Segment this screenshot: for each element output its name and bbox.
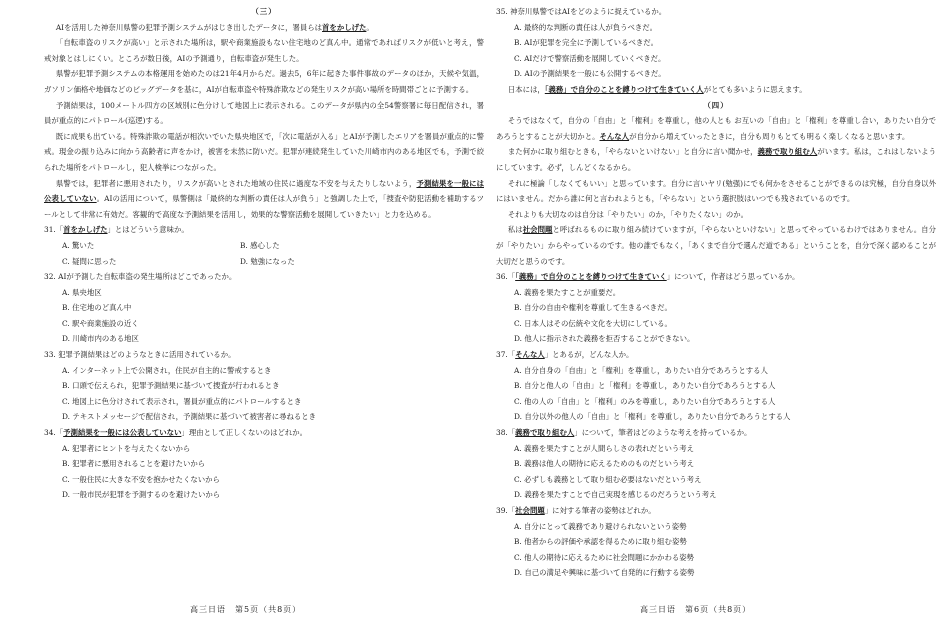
left-page xyxy=(44,4,484,503)
question-33: 33. 犯罪予測結果はどのようなときに活用されているか。 xyxy=(44,350,236,360)
option-b[interactable]: B. 他者からの評価や承認を得るために取り組む姿勢 xyxy=(514,537,687,547)
passage-paragraph: 日本には，「義務」で自分のことを縛りつけて生きていく人がとても多いように思えます。 xyxy=(507,84,807,94)
right-page xyxy=(496,4,936,581)
option-row xyxy=(44,238,484,254)
question-39: 39.「社会問題」に対する筆者の姿勢はどれか。 xyxy=(496,506,656,515)
option-a[interactable]: A. 義務を果たすことが重要だ。 xyxy=(514,287,621,297)
question-35: 35. 神奈川県警ではAIをどのように捉えているか。 xyxy=(496,7,667,16)
underlined-phrase: 社会問題 xyxy=(522,225,553,235)
option-a[interactable]: A. 最終的な判断の責任は人が負うべきだ。 xyxy=(514,22,658,32)
option-c[interactable]: C. 疑問に思った xyxy=(62,256,117,266)
passage-paragraph: それに極論「しなくてもいい」と思っています。自分に言いヤリ(勉强)にでも何かをさせることができるのは究極，自分自身以外にはいません。だから誰に何と言われようとも，「やらない」という選択肢はいつでも残されているのです。 xyxy=(496,178,936,204)
option-b[interactable]: B. 住宅地のど真ん中 xyxy=(62,303,132,313)
passage-paragraph: 予測結果は，100メートル四方の区域別に色分けして地図上に表示される。このデータが県内の全54警察署に毎日配信され，署員が重点的にパトロール(巡逻)する。 xyxy=(44,100,484,126)
option-b[interactable]: B. 感心した xyxy=(240,240,280,250)
option-d[interactable]: D. 川崎市内のある地区 xyxy=(62,334,139,344)
page-footer-right: 高三日语 第6页（共8页） xyxy=(640,605,752,614)
section-heading-3: （三） xyxy=(251,7,277,16)
passage-paragraph: 県警では，犯罪者に悪用されたり，リスクが高いとされた地域の住民に過度な不安を与えたりしないよう，予測結果を一般には公表していない。AIの活用について，県警側は「最終的な判断の責任は人が負う」と強調した上で，「捜査や防犯活動を補助するツールとして非常に有効だ。客観的で高度な予測結果を活用し，効果的な警察活動を展開していきたい」と力を込める。 xyxy=(44,178,484,219)
option-d[interactable]: D. 勉強になった xyxy=(240,256,295,266)
option-d[interactable]: D. 他人に指示された義務を拒否することができない。 xyxy=(514,334,695,344)
underlined-phrase: 「義務」で自分のことを縛りつけて生きていく人 xyxy=(544,84,704,94)
question-32: 32. AIが予測した自転車盗の発生場所はどこであったか。 xyxy=(44,272,237,282)
option-c[interactable]: C. 地図上に色分けされて表示され，署員が重点的にパトロールするとき xyxy=(62,396,302,406)
underlined-phrase: 首をかしげた xyxy=(322,22,367,32)
passage-paragraph: 「自転車盗のリスクが高い」と示された場所は，駅や商業施設もない住宅地のど真ん中。通常であればリスクが低いと考え，警戒対象とはしにくい。ところが数日後，AIの予測通り，自転車盗が発生した。 xyxy=(44,38,484,63)
question-36: 36.「「義務」で自分のことを縛りつけて生きていく」について，作者はどう思っているか。 xyxy=(496,272,800,282)
underlined-phrase: 義務で取り組む人 xyxy=(757,147,818,157)
option-d[interactable]: D. 一般市民が犯罪を予測するのを避けたいから xyxy=(62,490,221,500)
option-c[interactable]: C. 必ずしも義務として取り組む必要はないだという考え xyxy=(514,474,702,484)
option-d[interactable]: D. AIの予測結果を一般にも公開するべきだ。 xyxy=(514,69,666,79)
option-d[interactable]: D. 義務を果たすことで自己実現を感じるのだろうという考え xyxy=(514,490,717,500)
option-c[interactable]: C. 一般住民に大きな不安を抱かせたくないから xyxy=(62,474,220,484)
passage-paragraph: また何かに取り組むときも，「やらないといけない」と自分に言い聞かせ，義務で取り組む人がいます。私は，これはしないようにしています。必ず，しんどくなるから。 xyxy=(496,147,936,172)
option-a[interactable]: A. 自分自身の「自由」と「権利」を尊重し，ありたい自分であろうとする人 xyxy=(514,365,768,375)
passage-paragraph: それよりも大切なのは自分は「やりたい」のか，「やりたくない」のか。 xyxy=(507,209,749,219)
option-a[interactable]: A. 義務を果たすことが人間らしさの表れだという考え xyxy=(514,443,695,453)
option-b[interactable]: B. 口頭で伝えられ，犯罪予測結果に基づいて捜査が行われるとき xyxy=(62,381,280,391)
option-d[interactable]: D. テキストメッセージで配信され，予測結果に基づいて被害者に尋ねるとき xyxy=(62,412,317,422)
option-c[interactable]: C. 駅や商業施設の近く xyxy=(62,318,139,328)
option-a[interactable]: A. 犯罪者にヒントを与えたくないから xyxy=(62,443,191,453)
option-b[interactable]: B. 犯罪者に悪用されることを避けたいから xyxy=(62,459,206,469)
option-a[interactable]: A. 驚いた xyxy=(62,240,95,250)
question-31: 31.「首をかしげた」とはどういう意味か。 xyxy=(44,225,189,235)
option-b[interactable]: B. AIが犯罪を完全に予測しているべきだ。 xyxy=(514,38,659,48)
passage-paragraph: 県警が犯罪予測システムの本格運用を始めたのは21年4月からだ。過去5，6年に起きた事件事故のデータのほか，天候や気温，ガソリン価格や地価などのビッグデータを基に，AIが自転車盗や特殊詐欺などの発生リスクが高い場所を時間帯ごとに予測する。 xyxy=(44,69,484,94)
question-37: 37.「そんな人」とあるが，どんな人か。 xyxy=(496,350,634,360)
passage-paragraph: 私は社会問題と呼ばれるものに取り組み続けていますが，「やらないといけない」と思ってやっているわけではありません。自分が「やりたい」からやっているのです。他の誰でもなく，「あくまで自分で選んだ道である」ということを，自分で深く認めることが大切だと思うのです。 xyxy=(496,225,936,266)
option-b[interactable]: B. 義務は他人の期待に応えるためのものだという考え xyxy=(514,459,695,469)
passage-paragraph: そうではなくて，自分の「自由」と「権利」を尊重し，他の人とも お互いの「自由」と「権利」を尊重し合い，ありたい自分であろうとすることが大切かと。そんな人が自分から増えていったときに，自分も周りもとても明るく楽しくなると思います。 xyxy=(496,116,936,141)
option-b[interactable]: B. 自分の自由や権利を尊重して生きるべきだ。 xyxy=(514,303,672,313)
option-c[interactable]: C. 日本人はその伝統や文化を大切にしている。 xyxy=(514,318,672,328)
option-c[interactable]: C. AIだけで警察活動を展開していくべきだ。 xyxy=(514,53,666,63)
underlined-phrase: 予測結果を一般には公表していない xyxy=(44,178,484,204)
option-c[interactable]: C. 他人の期待に応えるために社会問題にかかわる姿勢 xyxy=(514,552,695,562)
question-34: 34.「予測結果を一般には公表していない」理由として正しくないのはどれか。 xyxy=(44,428,308,438)
option-a[interactable]: A. インターネット上で公開され，住民が自主的に警戒するとき xyxy=(62,365,272,375)
passage-paragraph: 既に成果も出ている。特殊詐欺の電話が相次いでいた県央地区で，「次に電話が入る」とAIが予測したエリアを署員が重点的に警戒。現金の振り込みに向かう高齢者に声をかけ，被害を未然に防いだ。犯罪が連続発生していた川崎市内のある地区でも，予測で絞られた場所をパトロールし，犯人検挙につながった。 xyxy=(44,131,484,172)
passage-paragraph: AIを活用した神奈川県警の犯罪予測システムがはじき出したデータに，署員らは首をかしげた。 xyxy=(55,22,374,32)
option-a[interactable]: A. 自分にとって義務であり避けられないという姿勢 xyxy=(514,521,687,531)
question-38: 38.「義務で取り組む人」について，筆者はどのような考えを持っているか。 xyxy=(496,428,752,438)
option-d[interactable]: D. 自分以外の他人の「自由」と「権利」を尊重し，ありたい自分であろうとする人 xyxy=(514,412,791,422)
option-a[interactable]: A. 県央地区 xyxy=(62,287,102,297)
page-footer-left: 高三日语 第5页（共8页） xyxy=(190,605,302,614)
option-row xyxy=(44,254,484,270)
option-c[interactable]: C. 他の人の「自由」と「権利」のみを尊重し，ありたい自分であろうとする人 xyxy=(514,396,776,406)
section-heading-4: （四） xyxy=(703,100,729,110)
option-d[interactable]: D. 自己の満足や興味に基づいて自発的に行動する姿勢 xyxy=(514,568,695,578)
option-b[interactable]: B. 自分と他人の「自由」と「権利」を尊重し，ありたい自分であろうとする人 xyxy=(514,381,776,391)
underlined-phrase: そんな人 xyxy=(599,131,630,141)
